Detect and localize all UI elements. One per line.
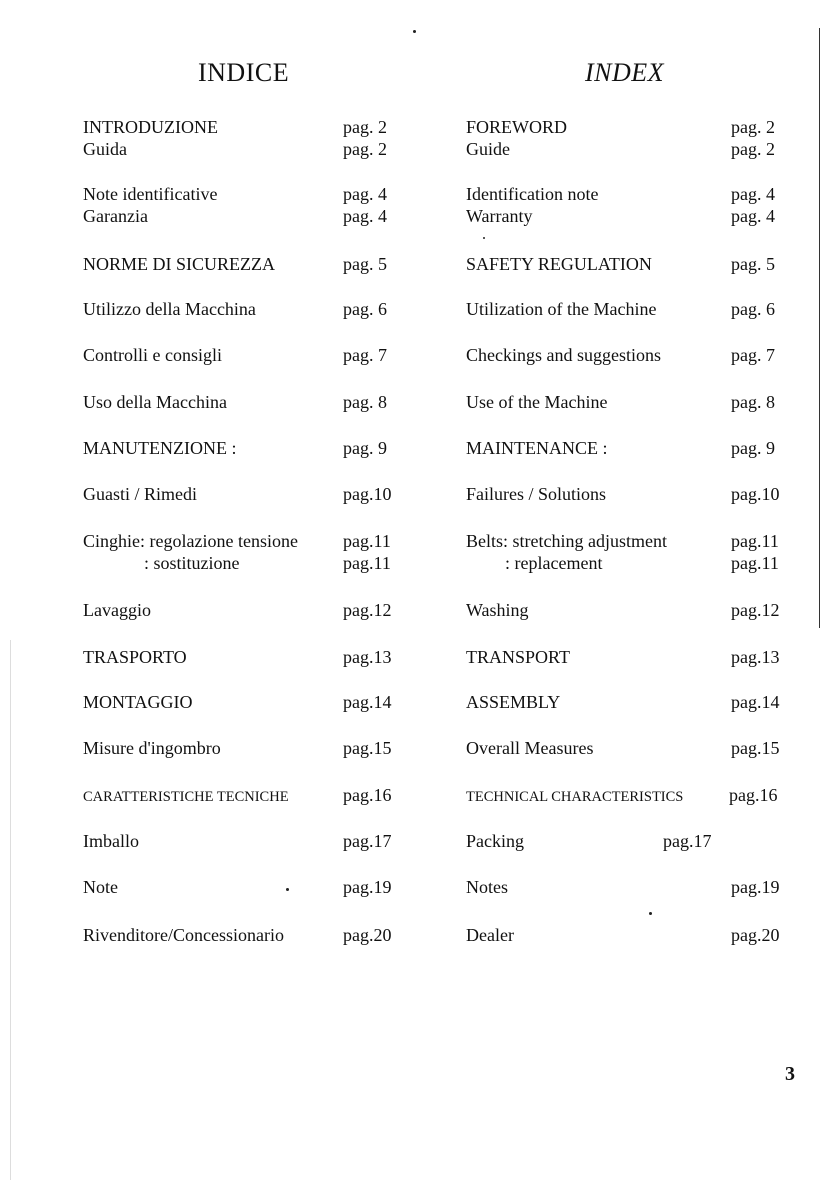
toc-entry-page: pag.11	[731, 531, 779, 551]
toc-entry-label: INTRODUZIONE	[83, 117, 218, 137]
toc-entry-page: pag.16	[343, 785, 392, 805]
toc-entry-label: Uso della Macchina	[83, 392, 227, 412]
toc-entry-page: pag.11	[343, 531, 391, 551]
toc-entry-label: Utilizzo della Macchina	[83, 299, 256, 319]
toc-entry-page: pag.12	[343, 600, 392, 620]
toc-entry-page: pag.10	[731, 484, 780, 504]
toc-entry-page: pag. 2	[343, 139, 387, 159]
scan-speck	[483, 237, 485, 239]
toc-entry-page: pag.15	[731, 738, 780, 758]
scan-edge-line	[819, 28, 820, 628]
toc-entry-page: pag.13	[343, 647, 392, 667]
toc-entry-page: pag. 2	[731, 117, 775, 137]
toc-entry-page: pag. 9	[343, 438, 387, 458]
toc-entry-label: Failures / Solutions	[466, 484, 607, 504]
toc-entry-label: Guide	[466, 139, 510, 159]
toc-entry-label: Note identificative	[83, 184, 218, 204]
toc-entry-label: Use of the Machine	[466, 392, 608, 412]
toc-entry-page: pag. 6	[731, 299, 775, 319]
scan-speck	[649, 912, 652, 915]
toc-entry-page: pag.17	[343, 831, 392, 851]
toc-entry-page: pag. 8	[343, 392, 387, 412]
toc-entry-label: Identification note	[466, 184, 599, 204]
index-title-english: INDEX	[585, 58, 665, 87]
toc-entry-page: pag. 4	[343, 206, 387, 226]
toc-entry-page: pag. 5	[731, 254, 775, 274]
toc-entry-label: : replacement	[505, 553, 603, 573]
toc-entry-label: Overall Measures	[466, 738, 594, 758]
toc-entry-page: pag. 4	[731, 184, 775, 204]
toc-entry-label: Note	[83, 877, 118, 897]
toc-entry-label: MONTAGGIO	[83, 692, 193, 712]
toc-entry-label: Rivenditore/Concessionario	[83, 925, 284, 945]
toc-entry-page: pag.14	[731, 692, 780, 712]
toc-entry-label: CARATTERISTICHE TECNICHE	[83, 789, 289, 805]
toc-entry-label: Controlli e consigli	[83, 345, 222, 365]
toc-entry-label: NORME DI SICUREZZA	[83, 254, 275, 274]
toc-entry-page: pag. 2	[731, 139, 775, 159]
toc-entry-label: TRASPORTO	[83, 647, 187, 667]
toc-entry-page: pag.17	[663, 831, 712, 851]
toc-entry-page: pag. 4	[731, 206, 775, 226]
toc-entry-page: pag.12	[731, 600, 780, 620]
toc-entry-page: pag.13	[731, 647, 780, 667]
toc-entry-page: pag.20	[731, 925, 780, 945]
toc-entry-page: pag.16	[729, 785, 778, 805]
toc-entry-label: Packing	[466, 831, 524, 851]
toc-entry-label: Imballo	[83, 831, 139, 851]
toc-entry-label: Misure d'ingombro	[83, 738, 221, 758]
toc-entry-label: Guasti / Rimedi	[83, 484, 197, 504]
toc-entry-page: pag. 2	[343, 117, 387, 137]
toc-entry-page: pag. 6	[343, 299, 387, 319]
toc-entry-label: Lavaggio	[83, 600, 151, 620]
toc-entry-page: pag. 5	[343, 254, 387, 274]
toc-entry-page: pag.20	[343, 925, 392, 945]
toc-entry-label: Guida	[83, 139, 127, 159]
toc-entry-page: pag.11	[731, 553, 779, 573]
toc-entry-label: TRANSPORT	[466, 647, 570, 667]
page-number: 3	[785, 1063, 795, 1085]
toc-entry-page: pag.19	[731, 877, 780, 897]
toc-entry-page: pag. 7	[731, 345, 775, 365]
scan-left-edge	[10, 640, 11, 1180]
toc-entry-label: TECHNICAL CHARACTERISTICS	[466, 789, 684, 805]
toc-entry-label: Dealer	[466, 925, 514, 945]
toc-entry-page: pag.14	[343, 692, 392, 712]
toc-entry-page: pag. 4	[343, 184, 387, 204]
toc-entry-label: ASSEMBLY	[466, 692, 561, 712]
toc-entry-page: pag.10	[343, 484, 392, 504]
toc-entry-page: pag. 9	[731, 438, 775, 458]
toc-entry-label: Checkings and suggestions	[466, 345, 661, 365]
toc-entry-label: MANUTENZIONE :	[83, 438, 237, 458]
scan-speck	[286, 888, 289, 891]
toc-entry-label: FOREWORD	[466, 117, 568, 137]
scan-speck	[413, 30, 416, 33]
toc-entry-label: SAFETY REGULATION	[466, 254, 652, 274]
toc-entry-label: Notes	[466, 877, 508, 897]
toc-entry-label: Garanzia	[83, 206, 148, 226]
toc-entry-page: pag.15	[343, 738, 392, 758]
toc-entry-label: Warranty	[466, 206, 533, 226]
toc-entry-label: MAINTENANCE :	[466, 438, 608, 458]
toc-entry-label: Utilization of the Machine	[466, 299, 657, 319]
toc-entry-page: pag. 8	[731, 392, 775, 412]
toc-entry-label: Belts: stretching adjustment	[466, 531, 667, 551]
toc-entry-page: pag. 7	[343, 345, 387, 365]
toc-entry-label: Cinghie: regolazione tensione	[83, 531, 298, 551]
toc-entry-label: : sostituzione	[144, 553, 240, 573]
toc-entry-label: Washing	[466, 600, 529, 620]
index-title-italian: INDICE	[198, 58, 290, 87]
toc-entry-page: pag.19	[343, 877, 392, 897]
toc-entry-page: pag.11	[343, 553, 391, 573]
